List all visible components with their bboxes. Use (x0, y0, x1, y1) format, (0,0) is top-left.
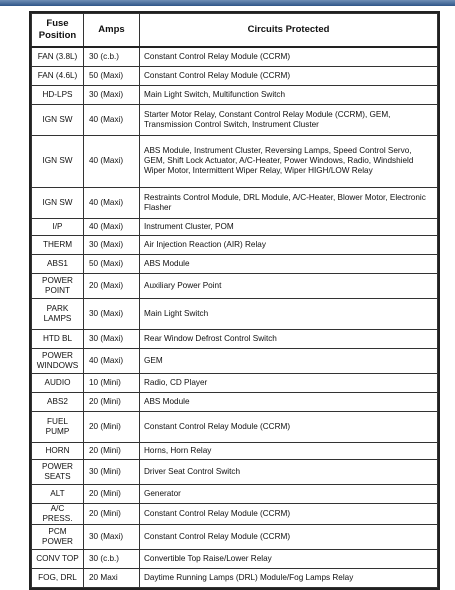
circuits-cell: Rear Window Defrost Control Switch (140, 329, 438, 348)
amps-cell: 50 (Maxi) (84, 254, 140, 273)
circuits-cell: Auxiliary Power Point (140, 273, 438, 298)
circuits-cell: Radio, CD Player (140, 373, 438, 392)
table-row (32, 549, 438, 568)
circuits-cell: Generator (140, 484, 438, 503)
table-row (32, 484, 438, 503)
table-row (32, 524, 438, 549)
fuse-table-container (29, 11, 440, 590)
circuits-cell: Constant Control Relay Module (CCRM) (140, 66, 438, 85)
amps-cell: 30 (c.b.) (84, 549, 140, 568)
circuits-cell: Constant Control Relay Module (CCRM) (140, 47, 438, 66)
table-row (32, 187, 438, 218)
amps-cell: 30 (Maxi) (84, 235, 140, 254)
fuse-position-cell: A/C PRESS. (32, 503, 84, 524)
fuse-position-cell: CONV TOP (32, 549, 84, 568)
circuits-cell: Instrument Cluster, POM (140, 218, 438, 235)
table-row (32, 298, 438, 329)
amps-cell: 10 (Mini) (84, 373, 140, 392)
circuits-cell: Air Injection Reaction (AIR) Relay (140, 235, 438, 254)
fuse-position-cell: ABS2 (32, 392, 84, 411)
amps-cell: 50 (Maxi) (84, 66, 140, 85)
fuse-position-cell: IGN SW (32, 104, 84, 135)
table-row (32, 442, 438, 459)
circuits-cell: Constant Control Relay Module (CCRM) (140, 524, 438, 549)
fuse-position-cell: HTD BL (32, 329, 84, 348)
table-row (32, 329, 438, 348)
table-row (32, 135, 438, 187)
circuits-cell: ABS Module (140, 254, 438, 273)
fuse-position-cell: FOG, DRL (32, 568, 84, 587)
table-row (32, 392, 438, 411)
table-row (32, 568, 438, 587)
table-row (32, 411, 438, 442)
circuits-cell: Convertible Top Raise/Lower Relay (140, 549, 438, 568)
fuse-table (31, 13, 438, 588)
circuits-cell: Main Light Switch, Multifunction Switch (140, 85, 438, 104)
circuits-cell: Horns, Horn Relay (140, 442, 438, 459)
table-row (32, 273, 438, 298)
fuse-position-cell: I/P (32, 218, 84, 235)
table-row (32, 254, 438, 273)
table-row (32, 85, 438, 104)
circuits-cell: Driver Seat Control Switch (140, 459, 438, 484)
fuse-position-cell: POWER WINDOWS (32, 348, 84, 373)
fuse-position-cell: IGN SW (32, 187, 84, 218)
amps-cell: 30 (Mini) (84, 459, 140, 484)
table-row (32, 218, 438, 235)
amps-cell: 20 (Maxi) (84, 273, 140, 298)
amps-cell: 40 (Maxi) (84, 218, 140, 235)
fuse-position-cell: FAN (3.8L) (32, 47, 84, 66)
amps-cell: 20 (Mini) (84, 442, 140, 459)
header-amps: Amps (84, 14, 140, 48)
amps-cell: 30 (Maxi) (84, 85, 140, 104)
fuse-position-cell: POWER SEATS (32, 459, 84, 484)
window-title-bar (0, 0, 455, 6)
fuse-position-cell: ALT (32, 484, 84, 503)
circuits-cell: Daytime Running Lamps (DRL) Module/Fog Lamps Relay (140, 568, 438, 587)
amps-cell: 20 (Mini) (84, 503, 140, 524)
amps-cell: 20 (Mini) (84, 392, 140, 411)
amps-cell: 20 Maxi (84, 568, 140, 587)
circuits-cell: ABS Module (140, 392, 438, 411)
fuse-position-cell: PCM POWER (32, 524, 84, 549)
fuse-position-cell: IGN SW (32, 135, 84, 187)
header-circuits-protected: Circuits Protected (140, 14, 438, 48)
fuse-position-cell: HORN (32, 442, 84, 459)
fuse-position-cell: PARK LAMPS (32, 298, 84, 329)
table-row (32, 348, 438, 373)
fuse-position-cell: AUDIO (32, 373, 84, 392)
amps-cell: 30 (Maxi) (84, 298, 140, 329)
fuse-position-cell: THERM (32, 235, 84, 254)
fuse-position-cell: FAN (4.6L) (32, 66, 84, 85)
circuits-cell: ABS Module, Instrument Cluster, Reversing Lamps, Speed Control Servo, GEM, Shift Lock Actuator, A/C-Heater, Power Windows, Radio, Windshield Wiper Motor, Intermittent Wiper Relay, Wiper HIGH/LOW Relay (140, 135, 438, 187)
amps-cell: 30 (c.b.) (84, 47, 140, 66)
amps-cell: 30 (Maxi) (84, 329, 140, 348)
amps-cell: 40 (Maxi) (84, 348, 140, 373)
circuits-cell: Starter Motor Relay, Constant Control Relay Module (CCRM), GEM, Transmission Control Switch, Instrument Cluster (140, 104, 438, 135)
amps-cell: 40 (Maxi) (84, 187, 140, 218)
table-row (32, 503, 438, 524)
table-row (32, 235, 438, 254)
circuits-cell: Restraints Control Module, DRL Module, A/C-Heater, Blower Motor, Electronic Flasher (140, 187, 438, 218)
header-fuse-position: Fuse Position (32, 14, 84, 48)
fuse-position-cell: POWER POINT (32, 273, 84, 298)
table-row (32, 459, 438, 484)
table-row (32, 47, 438, 66)
fuse-position-cell: ABS1 (32, 254, 84, 273)
amps-cell: 20 (Mini) (84, 411, 140, 442)
amps-cell: 40 (Maxi) (84, 135, 140, 187)
circuits-cell: Main Light Switch (140, 298, 438, 329)
fuse-position-cell: FUEL PUMP (32, 411, 84, 442)
amps-cell: 20 (Mini) (84, 484, 140, 503)
fuse-position-cell: HD-LPS (32, 85, 84, 104)
circuits-cell: Constant Control Relay Module (CCRM) (140, 503, 438, 524)
table-row (32, 373, 438, 392)
circuits-cell: GEM (140, 348, 438, 373)
table-row (32, 66, 438, 85)
circuits-cell: Constant Control Relay Module (CCRM) (140, 411, 438, 442)
header-row (32, 14, 438, 48)
amps-cell: 30 (Maxi) (84, 524, 140, 549)
amps-cell: 40 (Maxi) (84, 104, 140, 135)
table-row (32, 104, 438, 135)
